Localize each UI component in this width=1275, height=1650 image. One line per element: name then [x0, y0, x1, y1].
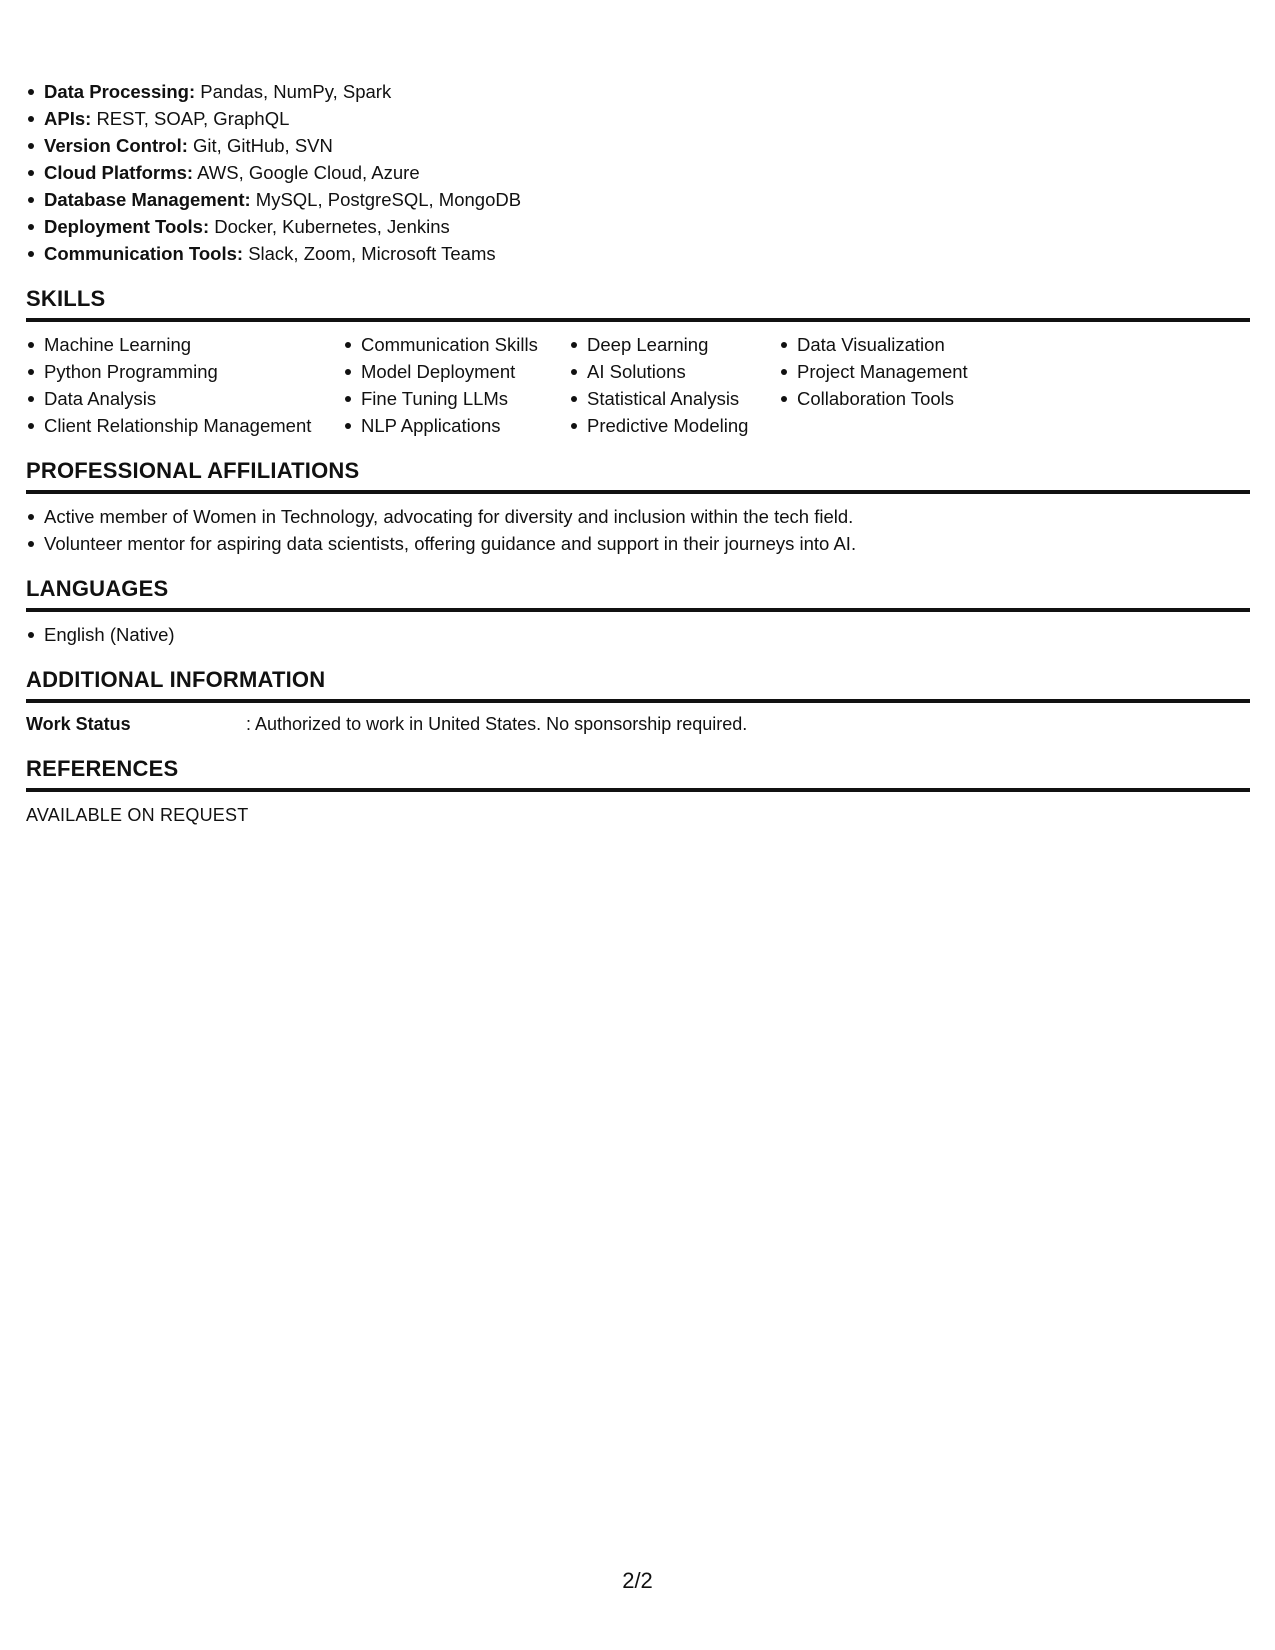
affiliations-list — [26, 503, 1250, 557]
tools-item — [26, 78, 1250, 105]
skill-item: Client Relationship Management — [26, 412, 343, 439]
tools-item — [26, 213, 1250, 240]
skills-grid — [26, 331, 1250, 439]
work-status-row — [26, 711, 1250, 737]
skills-column — [779, 331, 1019, 439]
work-status-label: Work Status — [26, 714, 131, 734]
skills-column — [26, 331, 343, 439]
affiliation-item: Active member of Women in Technology, advocating for diversity and inclusion within the tech field. — [26, 503, 1250, 530]
tools-item-value: AWS, Google Cloud, Azure — [197, 162, 420, 183]
tools-item-value: Git, GitHub, SVN — [193, 135, 333, 156]
tools-item-label: Cloud Platforms: — [44, 162, 194, 183]
skills-column — [343, 331, 569, 439]
tools-item-value: Docker, Kubernetes, Jenkins — [214, 216, 450, 237]
languages-heading: LANGUAGES — [26, 575, 1250, 612]
skill-item: Machine Learning — [26, 331, 343, 358]
skill-item: Collaboration Tools — [779, 385, 1019, 412]
skill-item: Communication Skills — [343, 331, 569, 358]
resume-content — [26, 78, 1250, 828]
tools-item-label: Database Management: — [44, 189, 251, 210]
tools-item-label: Data Processing: — [44, 81, 196, 102]
tools-item — [26, 105, 1250, 132]
tools-item-label: Version Control: — [44, 135, 188, 156]
tools-item — [26, 132, 1250, 159]
tools-item-label: Deployment Tools: — [44, 216, 210, 237]
skill-item: Model Deployment — [343, 358, 569, 385]
affiliations-heading: PROFESSIONAL AFFILIATIONS — [26, 457, 1250, 494]
skill-item: Project Management — [779, 358, 1019, 385]
skill-item: Python Programming — [26, 358, 343, 385]
skill-item: Deep Learning — [569, 331, 779, 358]
skills-column — [569, 331, 779, 439]
skill-item: AI Solutions — [569, 358, 779, 385]
skill-item: Data Analysis — [26, 385, 343, 412]
tools-item-label: Communication Tools: — [44, 243, 244, 264]
language-item: English (Native) — [26, 621, 1250, 648]
skills-heading: SKILLS — [26, 285, 1250, 322]
tools-item-value: Pandas, NumPy, Spark — [200, 81, 392, 102]
tools-item-value: Slack, Zoom, Microsoft Teams — [248, 243, 496, 264]
references-text: AVAILABLE ON REQUEST — [26, 805, 249, 825]
tools-item — [26, 159, 1250, 186]
tools-item — [26, 240, 1250, 267]
affiliation-item: Volunteer mentor for aspiring data scientists, offering guidance and support in their journeys into AI. — [26, 530, 1250, 557]
skill-item: Fine Tuning LLMs — [343, 385, 569, 412]
skill-item: NLP Applications — [343, 412, 569, 439]
work-status-value: : Authorized to work in United States. No sponsorship required. — [246, 714, 748, 734]
tools-item-value: REST, SOAP, GraphQL — [96, 108, 290, 129]
page-number: 2/2 — [622, 1568, 653, 1593]
skill-item: Statistical Analysis — [569, 385, 779, 412]
tools-item — [26, 186, 1250, 213]
tools-list — [26, 78, 1250, 267]
skill-item: Predictive Modeling — [569, 412, 779, 439]
tools-item-label: APIs: — [44, 108, 92, 129]
additional-info-heading: ADDITIONAL INFORMATION — [26, 666, 1250, 703]
references-heading: REFERENCES — [26, 755, 1250, 792]
skill-item: Data Visualization — [779, 331, 1019, 358]
languages-list — [26, 621, 1250, 648]
tools-item-value: MySQL, PostgreSQL, MongoDB — [255, 189, 522, 210]
